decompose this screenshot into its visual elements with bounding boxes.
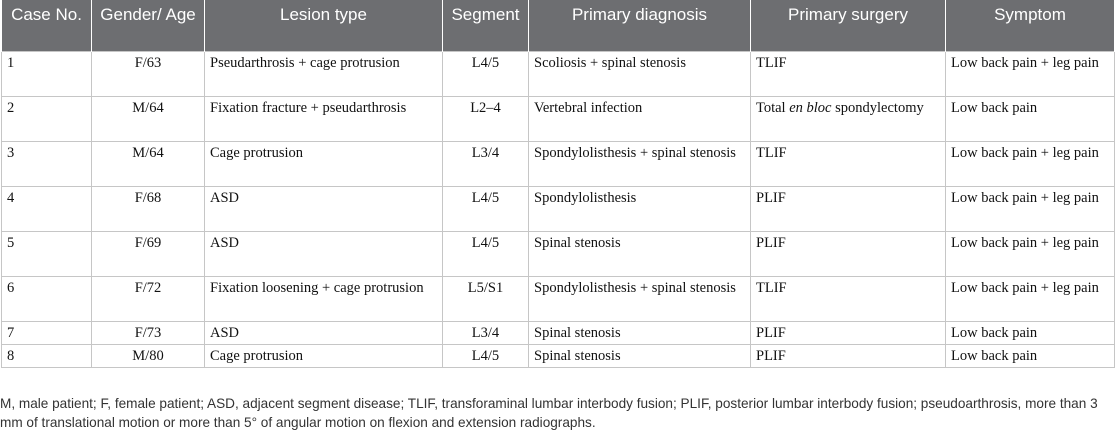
cell-case: 4	[2, 186, 92, 231]
cell-gender-age: F/63	[92, 51, 205, 96]
cell-segment: L2–4	[443, 96, 529, 141]
cell-lesion: Fixation fracture + pseudarthrosis	[205, 96, 443, 141]
cell-diagnosis: Vertebral infection	[529, 96, 751, 141]
case-table	[1, 0, 1115, 368]
cell-gender-age: F/73	[92, 321, 205, 344]
cell-surgery	[751, 344, 946, 367]
surgery-text: PLIF	[756, 347, 786, 364]
header-segment: Segment	[443, 0, 529, 51]
cell-surgery	[751, 96, 946, 141]
table-footnote: M, male patient; F, female patient; ASD, adjacent segment disease; TLIF, transforaminal lumbar interbody fusion; PLIF, posterior lumbar interbody fusion; pseudoarthrosis, more than 3 mm of translational motion or more than 5° of angular motion on flexion and extension radiographs.	[0, 396, 1098, 430]
header-symptom: Symptom	[946, 0, 1115, 51]
table-row	[2, 141, 1115, 186]
surgery-text-prefix: Total	[756, 99, 790, 116]
cell-surgery	[751, 321, 946, 344]
cell-diagnosis: Spinal stenosis	[529, 321, 751, 344]
surgery-text: PLIF	[756, 234, 786, 251]
cell-case: 2	[2, 96, 92, 141]
cell-diagnosis: Scoliosis + spinal stenosis	[529, 51, 751, 96]
table-row	[2, 96, 1115, 141]
surgery-text: TLIF	[756, 54, 787, 71]
cell-segment: L4/5	[443, 231, 529, 276]
cell-surgery	[751, 276, 946, 321]
cell-case: 3	[2, 141, 92, 186]
cell-segment: L3/4	[443, 141, 529, 186]
cell-segment: L5/S1	[443, 276, 529, 321]
cell-symptom: Low back pain + leg pain	[946, 141, 1115, 186]
cell-surgery	[751, 141, 946, 186]
header-primary-diagnosis: Primary diagnosis	[529, 0, 751, 51]
cell-symptom: Low back pain + leg pain	[946, 186, 1115, 231]
cell-diagnosis: Spinal stenosis	[529, 231, 751, 276]
header-case-no: Case No.	[2, 0, 92, 51]
cell-symptom: Low back pain + leg pain	[946, 231, 1115, 276]
table-row	[2, 321, 1115, 344]
surgery-text: TLIF	[756, 279, 787, 296]
surgery-text: TLIF	[756, 144, 787, 161]
cell-lesion: Pseudarthrosis + cage protrusion	[205, 51, 443, 96]
cell-diagnosis: Spondylolisthesis	[529, 186, 751, 231]
table-row	[2, 276, 1115, 321]
surgery-text-suffix: spondylectomy	[831, 99, 924, 116]
cell-gender-age: M/64	[92, 96, 205, 141]
cell-symptom: Low back pain	[946, 344, 1115, 367]
cell-diagnosis: Spinal stenosis	[529, 344, 751, 367]
header-lesion-type: Lesion type	[205, 0, 443, 51]
cell-gender-age: M/80	[92, 344, 205, 367]
cell-segment: L4/5	[443, 186, 529, 231]
cell-case: 8	[2, 344, 92, 367]
cell-segment: L4/5	[443, 51, 529, 96]
table-row	[2, 51, 1115, 96]
cell-case: 6	[2, 276, 92, 321]
cell-lesion: Fixation loosening + cage protrusion	[205, 276, 443, 321]
cell-segment: L3/4	[443, 321, 529, 344]
cell-gender-age: F/69	[92, 231, 205, 276]
cell-symptom: Low back pain + leg pain	[946, 51, 1115, 96]
cell-surgery	[751, 186, 946, 231]
cell-case: 5	[2, 231, 92, 276]
cell-diagnosis: Spondylolisthesis + spinal stenosis	[529, 141, 751, 186]
cell-surgery	[751, 231, 946, 276]
cell-symptom: Low back pain + leg pain	[946, 276, 1115, 321]
cell-lesion: ASD	[205, 321, 443, 344]
cell-case: 1	[2, 51, 92, 96]
cell-gender-age: F/68	[92, 186, 205, 231]
cell-surgery	[751, 51, 946, 96]
table-row	[2, 344, 1115, 367]
header-gender-age: Gender/ Age	[92, 0, 205, 51]
surgery-text: PLIF	[756, 189, 786, 206]
cell-case: 7	[2, 321, 92, 344]
cell-symptom: Low back pain	[946, 96, 1115, 141]
header-row	[2, 0, 1115, 51]
cell-symptom: Low back pain	[946, 321, 1115, 344]
cell-lesion: ASD	[205, 231, 443, 276]
cell-diagnosis: Spondylolisthesis + spinal stenosis	[529, 276, 751, 321]
cell-lesion: ASD	[205, 186, 443, 231]
cell-lesion: Cage protrusion	[205, 141, 443, 186]
table-row	[2, 186, 1115, 231]
table-row	[2, 231, 1115, 276]
surgery-text: PLIF	[756, 324, 786, 341]
header-primary-surgery: Primary surgery	[751, 0, 946, 51]
cell-segment: L4/5	[443, 344, 529, 367]
surgery-text-italic: en bloc	[789, 99, 832, 116]
cell-gender-age: F/72	[92, 276, 205, 321]
cell-lesion: Cage protrusion	[205, 344, 443, 367]
cell-gender-age: M/64	[92, 141, 205, 186]
